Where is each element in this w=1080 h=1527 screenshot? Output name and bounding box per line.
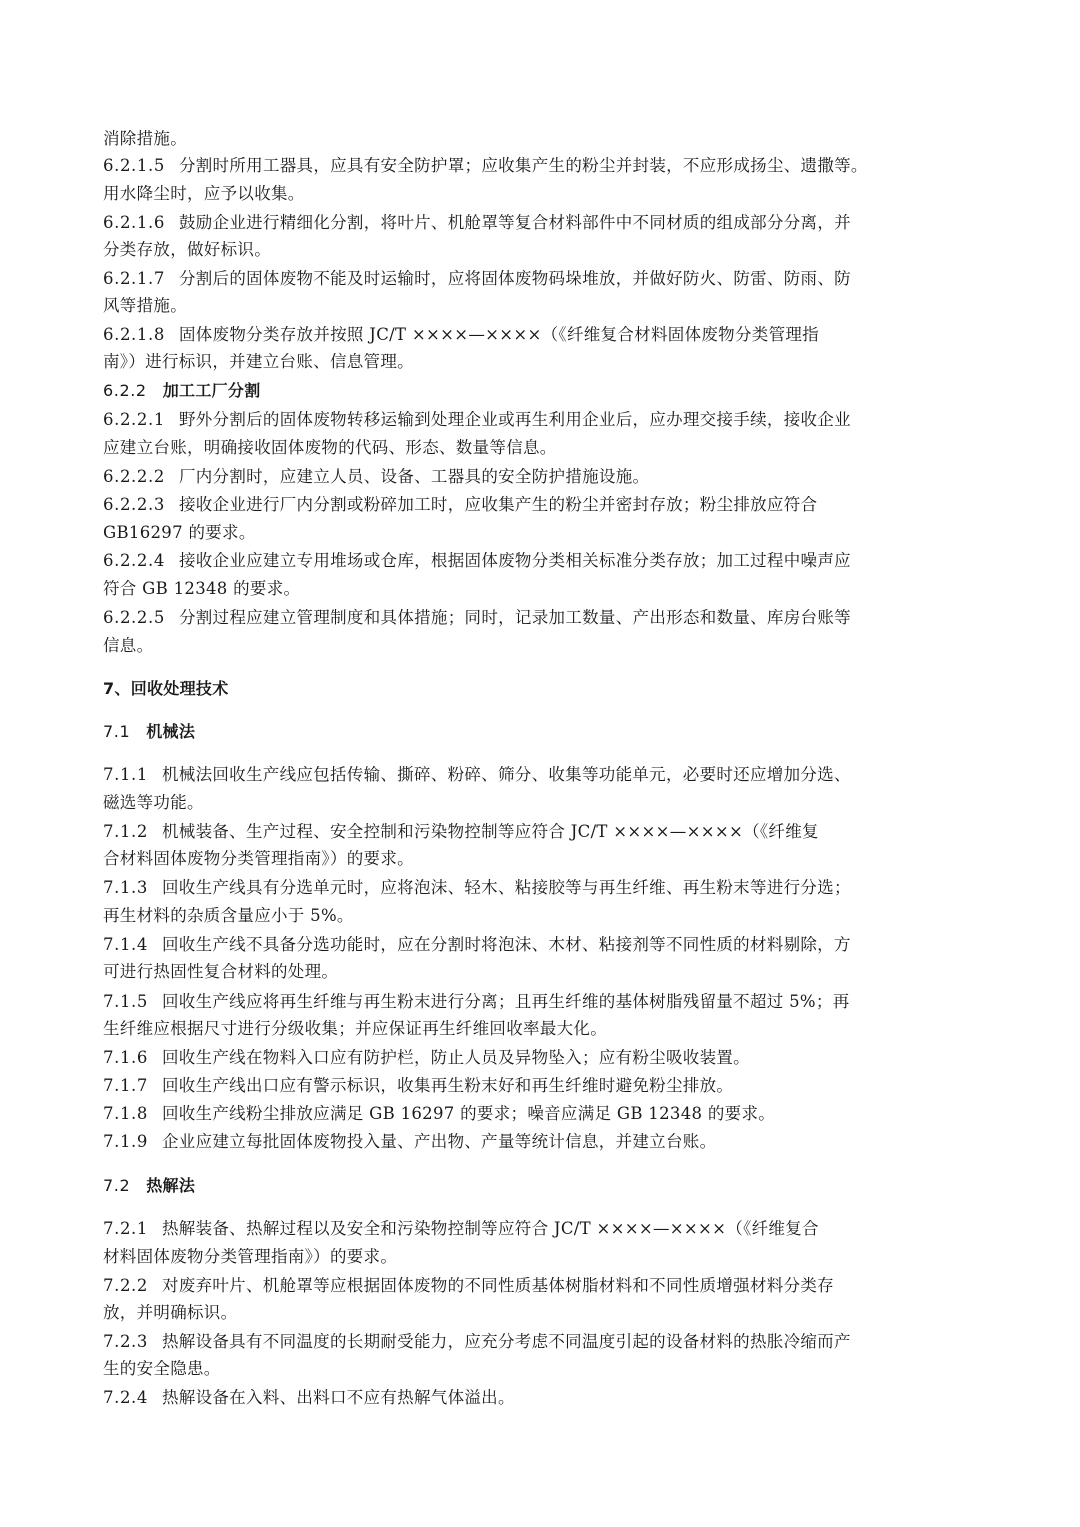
text-line <box>103 1102 983 1126</box>
text-line <box>103 876 983 900</box>
clause-text: 机械装备、生产过程、安全控制和污染物控制等应符合 JC/T ××××—××××（《纤维复 <box>161 822 819 841</box>
section-heading <box>103 677 983 701</box>
text-line <box>103 1217 983 1241</box>
clause-text: 南》）进行标识，并建立台账、信息管理。 <box>103 352 414 371</box>
clause-text: 鼓励企业进行精细化分割，将叶片、机舱罩等复合材料部件中不同材质的组成部分分离，并 <box>178 213 851 232</box>
clause-number: 6.2.2.3 <box>103 495 165 514</box>
clause-text: 野外分割后的固体废物转移运输到处理企业或再生利用企业后，应办理交接手续，接收企业 <box>178 410 851 429</box>
clause-text: 风等措施。 <box>103 296 187 315</box>
text-line <box>103 182 983 206</box>
text-line <box>103 960 983 984</box>
clause-text: 回收生产线出口应有警示标识，收集再生粉末好和再生纤维时避免粉尘排放。 <box>161 1076 734 1095</box>
clause-text: 机械法回收生产线应包括传输、撕碎、粉碎、筛分、收集等功能单元，必要时还应增加分选、 <box>161 765 851 784</box>
text-line <box>103 1274 983 1298</box>
section-heading <box>103 720 983 744</box>
clause-text: 回收生产线不具备分选功能时，应在分割时将泡沫、木材、粘接剂等不同性质的材料剔除，方 <box>161 935 851 954</box>
clause-text: 企业应建立每批固体废物投入量、产出物、产量等统计信息，并建立台账。 <box>161 1132 717 1151</box>
text-line <box>103 294 983 318</box>
text-line <box>103 323 983 347</box>
text-line <box>103 1386 983 1410</box>
clause-number: 7.2.1 <box>103 1219 148 1238</box>
clause-number: 6.2.2 <box>103 381 147 400</box>
text-line <box>103 493 983 517</box>
clause-text: 回收生产线具有分选单元时，应将泡沫、轻木、粘接胶等与再生纤维、再生粉末等进行分选； <box>161 878 851 897</box>
clause-text: 回收生产线在物料入口应有防护栏，防止人员及异物坠入；应有粉尘吸收装置。 <box>161 1048 750 1067</box>
clause-text: 分割时所用工器具，应具有安全防护罩；应收集产生的粉尘并封装，不应形成扬尘、遗撒等。 <box>178 156 868 175</box>
clause-number: 7.1.1 <box>103 765 148 784</box>
clause-text: 合材料固体废物分类管理指南》）的要求。 <box>103 849 414 868</box>
text-line <box>103 549 983 573</box>
clause-text: 分割过程应建立管理制度和具体措施；同时，记录加工数量、产出形态和数量、库房台账等 <box>178 608 851 627</box>
text-line <box>103 820 983 844</box>
clause-text: 厂内分割时，应建立人员、设备、工器具的安全防护措施设施。 <box>178 467 650 486</box>
text-line <box>103 1017 983 1041</box>
text-line <box>103 1074 983 1098</box>
clause-number: 6.2.2.2 <box>103 467 165 486</box>
clause-text: 可进行热固性复合材料的处理。 <box>103 962 339 981</box>
clause-number: 7.1.5 <box>103 992 148 1011</box>
clause-text: 接收企业应建立专用堆场或仓库，根据固体废物分类相关标准分类存放；加工过程中噪声应 <box>178 551 851 570</box>
clause-number: 7.1.4 <box>103 935 148 954</box>
section-heading <box>103 1174 983 1198</box>
clause-text: 消除措施。 <box>103 129 187 148</box>
clause-text: 热解设备在入料、出料口不应有热解气体溢出。 <box>161 1388 515 1407</box>
text-line <box>103 238 983 262</box>
text-line <box>103 465 983 489</box>
clause-text: 热解设备具有不同温度的长期耐受能力，应充分考虑不同温度引起的设备材料的热胀冷缩而产 <box>161 1332 851 1351</box>
clause-text: 回收生产线粉尘排放应满足 GB 16297 的要求；噪音应满足 GB 12348 的要求。 <box>161 1104 776 1123</box>
clause-number: 6.2.2.5 <box>103 608 165 627</box>
text-line <box>103 763 983 787</box>
text-line <box>103 904 983 928</box>
text-line <box>103 211 983 235</box>
clause-number: 7.2.2 <box>103 1276 148 1295</box>
clause-number: 6.2.1.8 <box>103 325 165 344</box>
clause-text: 接收企业进行厂内分割或粉碎加工时，应收集产生的粉尘并密封存放；粉尘排放应符合 <box>178 495 818 514</box>
text-line <box>103 634 983 658</box>
clause-number: 7.1.9 <box>103 1132 148 1151</box>
text-line <box>103 606 983 630</box>
clause-text: 对废弃叶片、机舱罩等应根据固体废物的不同性质基体树脂材料和不同性质增强材料分类存 <box>161 1276 834 1295</box>
clause-text: 机械法 <box>146 722 196 741</box>
clause-text: 热解法 <box>146 1176 196 1195</box>
text-line <box>103 154 983 178</box>
clause-number: 6.2.1.7 <box>103 269 165 288</box>
text-line <box>103 1046 983 1070</box>
text-line <box>103 933 983 957</box>
clause-text: 磁选等功能。 <box>103 793 204 812</box>
clause-number: 6.2.2.1 <box>103 410 165 429</box>
text-line <box>103 408 983 432</box>
clause-text: 符合 GB 12348 的要求。 <box>103 579 301 598</box>
clause-text: 材料固体废物分类管理指南》）的要求。 <box>103 1247 398 1266</box>
clause-text: 分割后的固体废物不能及时运输时，应将固体废物码垛堆放，并做好防火、防雷、防雨、防 <box>178 269 851 288</box>
clause-text: 回收生产线应将再生纤维与再生粉末进行分离；且再生纤维的基体树脂残留量不超过 5%；再 <box>161 992 850 1011</box>
clause-text: 应建立台账，明确接收固体废物的代码、形态、数量等信息。 <box>103 438 557 457</box>
clause-number: 7.1.8 <box>103 1104 148 1123</box>
clause-text: 7、回收处理技术 <box>103 679 229 698</box>
text-line <box>103 436 983 460</box>
clause-text: 再生材料的杂质含量应小于 5%。 <box>103 906 354 925</box>
text-line <box>103 1130 983 1154</box>
text-line <box>103 1245 983 1269</box>
section-heading <box>103 379 983 403</box>
clause-number: 7.1.3 <box>103 878 148 897</box>
clause-number: 7.1 <box>103 722 131 741</box>
clause-text: 生的安全隐患。 <box>103 1359 221 1378</box>
clause-text: GB16297 的要求。 <box>103 523 256 542</box>
text-line <box>103 1301 983 1325</box>
clause-number: 7.1.7 <box>103 1076 148 1095</box>
clause-text: 固体废物分类存放并按照 JC/T ××××—××××（《纤维复合材料固体废物分类管理指 <box>178 325 819 344</box>
clause-number: 6.2.2.4 <box>103 551 165 570</box>
clause-number: 7.1.6 <box>103 1048 148 1067</box>
text-line <box>103 1357 983 1381</box>
text-line <box>103 791 983 815</box>
text-line <box>103 127 983 151</box>
clause-number: 6.2.1.5 <box>103 156 165 175</box>
text-line <box>103 990 983 1014</box>
text-line <box>103 1330 983 1354</box>
clause-number: 7.2 <box>103 1176 131 1195</box>
text-line <box>103 350 983 374</box>
text-line <box>103 521 983 545</box>
text-line <box>103 847 983 871</box>
text-line <box>103 577 983 601</box>
clause-number: 7.2.4 <box>103 1388 148 1407</box>
clause-number: 7.1.2 <box>103 822 148 841</box>
clause-text: 生纤维应根据尺寸进行分级收集；并应保证再生纤维回收率最大化。 <box>103 1019 607 1038</box>
text-line <box>103 267 983 291</box>
clause-text: 信息。 <box>103 636 154 655</box>
clause-number: 6.2.1.6 <box>103 213 165 232</box>
clause-text: 分类存放，做好标识。 <box>103 240 271 259</box>
clause-number: 7.2.3 <box>103 1332 148 1351</box>
clause-text: 用水降尘时，应予以收集。 <box>103 184 305 203</box>
clause-text: 热解装备、热解过程以及安全和污染物控制等应符合 JC/T ××××—××××（《纤维复合 <box>161 1219 819 1238</box>
clause-text: 放，并明确标识。 <box>103 1303 238 1322</box>
clause-text: 加工工厂分割 <box>162 381 261 400</box>
